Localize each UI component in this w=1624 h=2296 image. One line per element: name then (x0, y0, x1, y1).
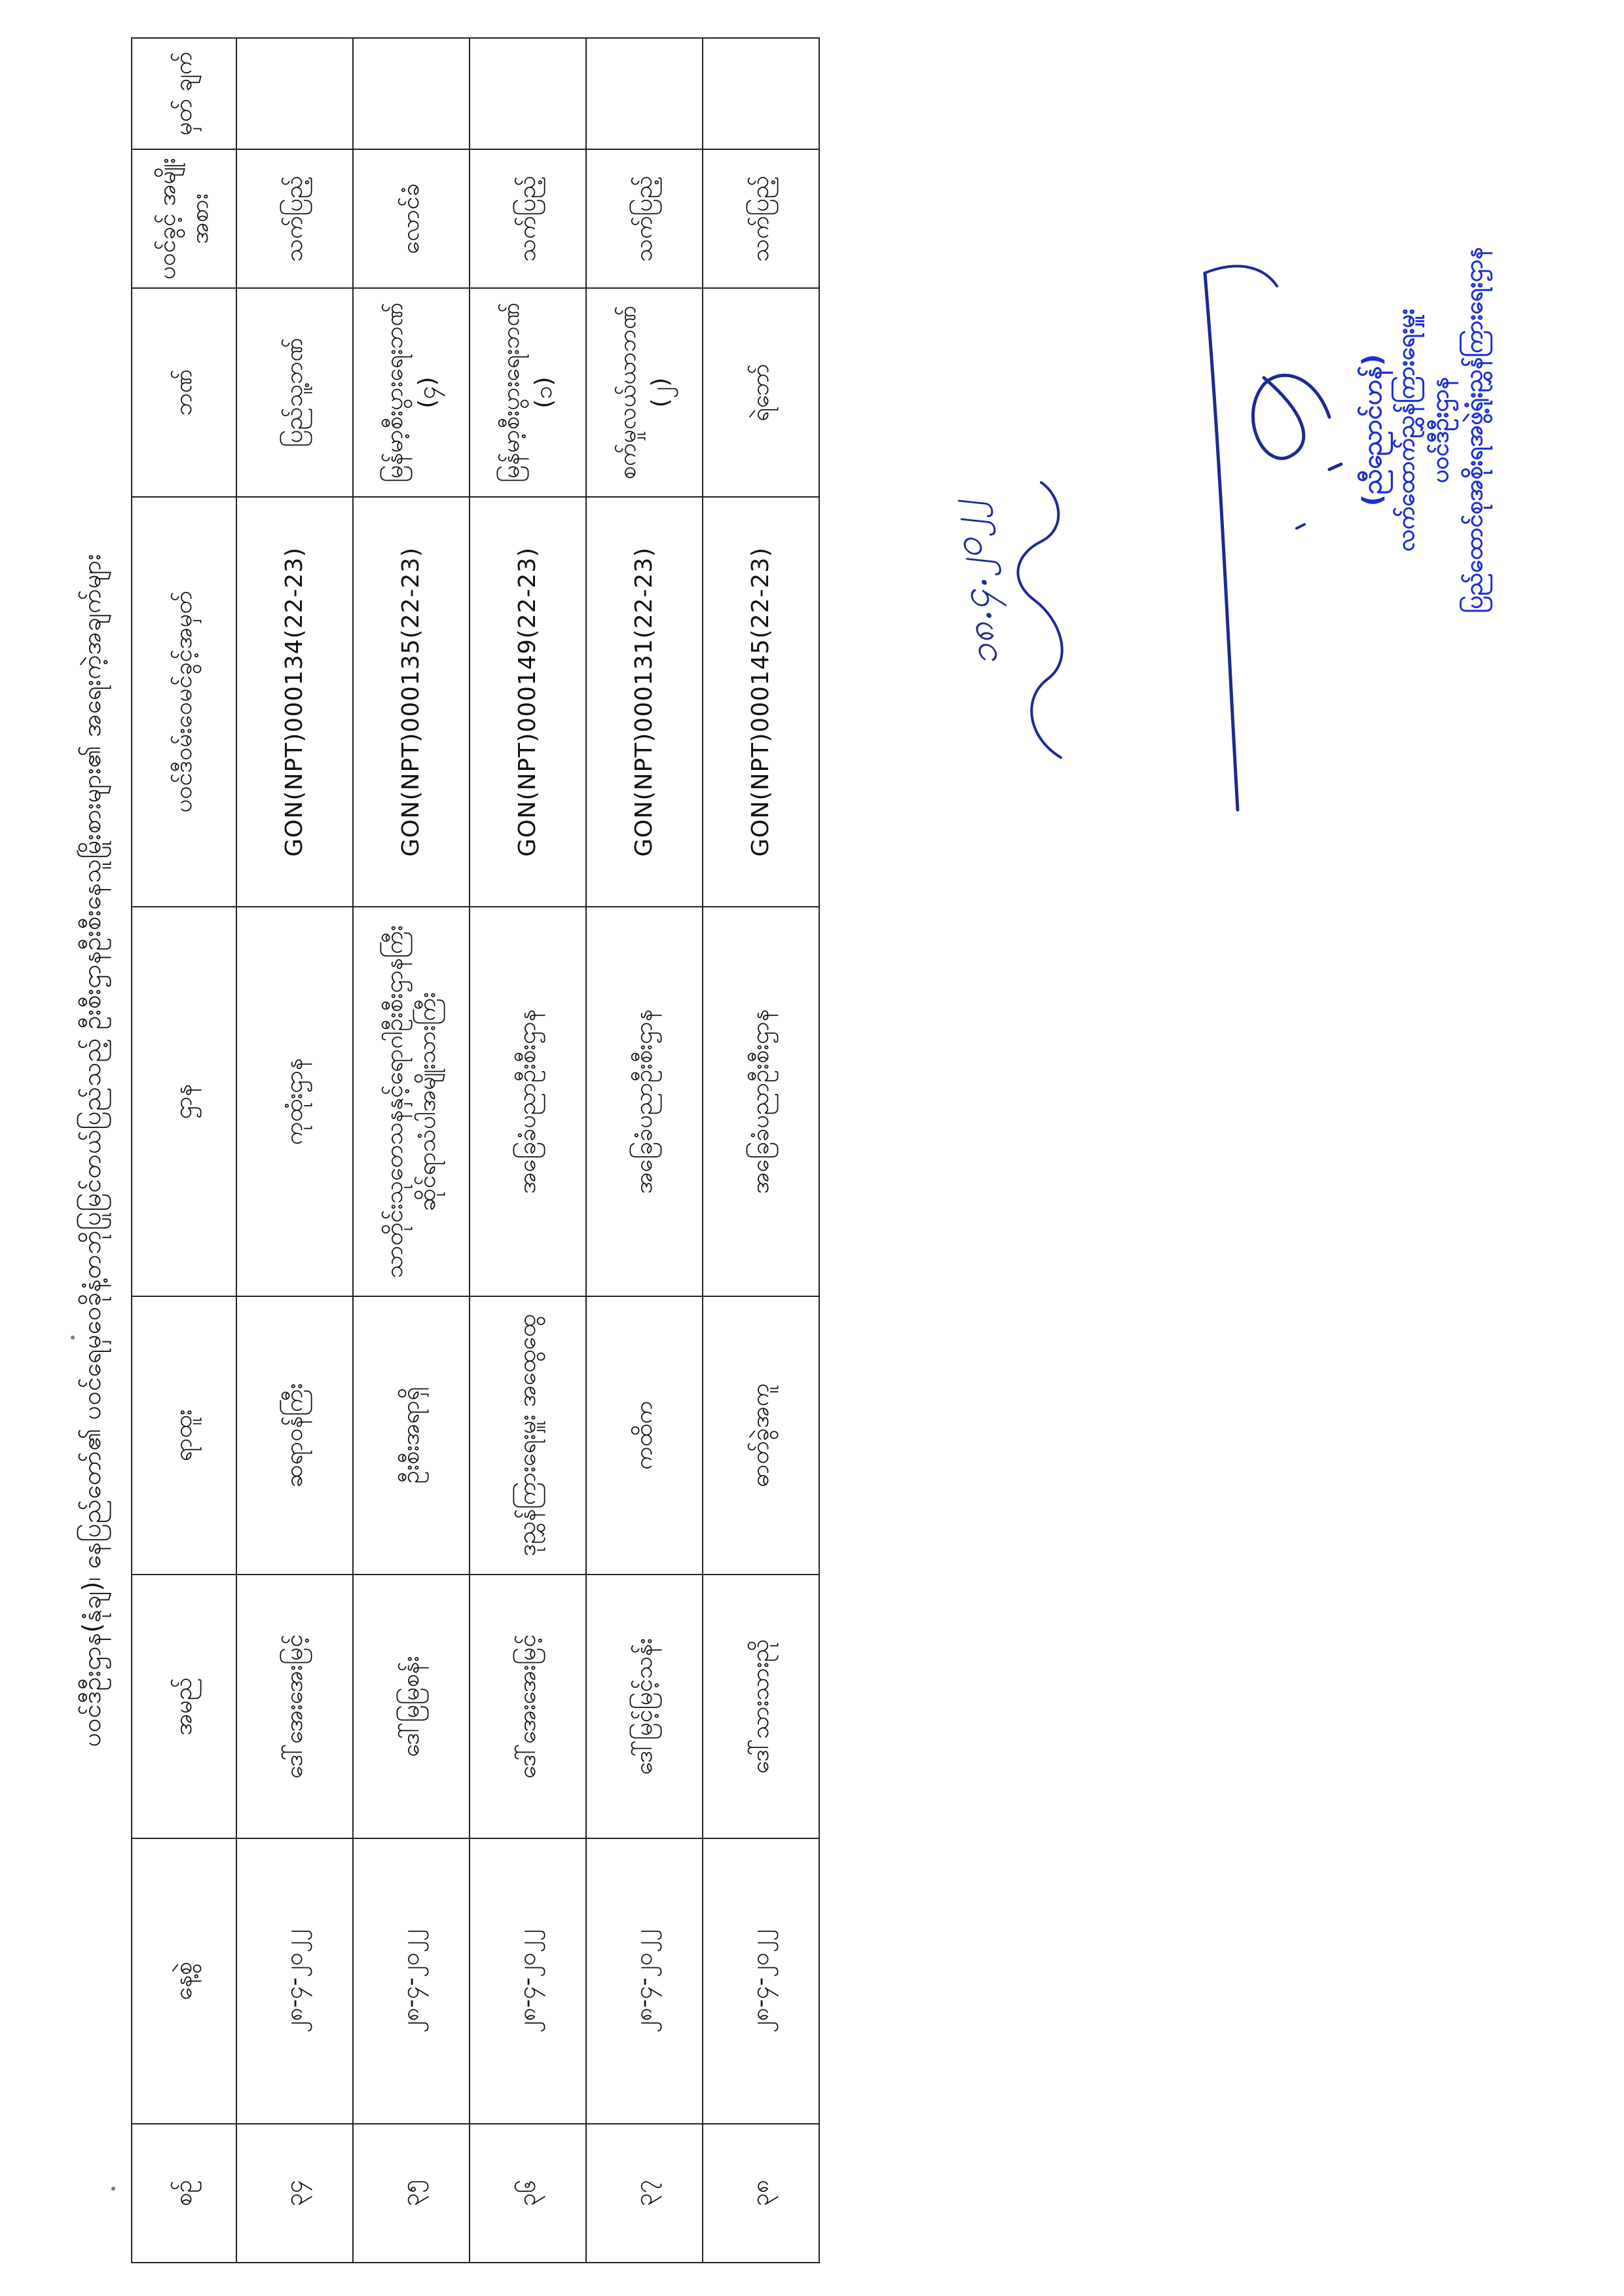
stamp-department: ပဝင်ဒီဦးဌာန (1427, 377, 1454, 483)
cell-position: ဓာတ်ခွဲအကူ (703, 1296, 819, 1575)
cell-pension-type: သက်ပြည့် (236, 149, 353, 288)
header-date: နေ့စွဲ (132, 1838, 236, 2123)
official-stamp (1356, 168, 1492, 692)
cell-bank: စက်မှုလယ်ယာဘဏ် (၂) (586, 288, 703, 497)
table-row (586, 38, 703, 2263)
cell-pension-number: GON(NPT)000145(22-23) (703, 497, 819, 907)
header-position: ရာထူး (132, 1296, 236, 1575)
cell-date: ၂၈-၄-၂၀၂၂ (353, 1838, 470, 2123)
cell-name: ဒေါ်သားသားညို (703, 1575, 819, 1839)
scan-speck (71, 1336, 75, 1339)
cell-bank: မြန်မာ့စီးပွားရေးဘဏ် (၄) (353, 288, 470, 497)
cell-remarks (703, 38, 819, 149)
table-row (470, 38, 586, 2263)
stamp-name: (ညီညောင်ဟန်) (1357, 354, 1388, 507)
header-name: အမည် (132, 1575, 236, 1839)
header-department: ဌာန (132, 907, 236, 1296)
signature-block (897, 149, 1578, 836)
cell-date: ၂၈-၄-၂၀၂၂ (703, 1838, 819, 2123)
cell-pension-type: သက်ပြည့် (586, 149, 703, 288)
cell-department: အခြေခံပညာဦးစီးဌာန (703, 907, 819, 1296)
data-table (131, 37, 820, 2263)
header-pension-type: ပဝင်ခွင့် အမျိုးအစား (132, 149, 236, 288)
cell-remarks (236, 38, 353, 149)
cell-bank: ပြည်သူ့ဘဏ် (236, 288, 353, 497)
table-row (703, 38, 819, 2263)
page-title: ပဝင်ဒီဦးဌာန(နုံချ)၊ နေပြည်တော်၏ ပဝင်ရေမှဝေခိုနံ့တဘိုပြုမြင်တယ်ပြည်သည့် ဦးစီးဌာနဦးစီးနေသူမြိုးစားများ၏ အရေးကဲ့အချက်များ (77, 553, 106, 1747)
stamp-title: လက်ထောက်ညွှန်ကြားရေးမှူး (1393, 308, 1420, 552)
cell-pension-number: GON(NPT)000135(22-23) (353, 497, 470, 907)
table-row (236, 38, 353, 2263)
cell-date: ၂၈-၄-၂၀၂၂ (236, 1838, 353, 2123)
cell-bank: မြန်မာ့စီးပွားရေးဘဏ် (၁) (470, 288, 586, 497)
cell-pension-number: GON(NPT)000134(22-23) (236, 497, 353, 907)
cell-position: ဒုညွှန်ကြားရေးမှူး အထွေထွေ (470, 1296, 586, 1575)
header-bank: ဘဏ် (132, 288, 236, 497)
cell-department: အခြေခံပညာဦးစီးဌာန (470, 907, 586, 1296)
cell-name: ဒေါ်အေးအေးမြင့် (470, 1575, 586, 1839)
cell-position: ဦးစီးအရာရှိ (353, 1296, 470, 1575)
cell-name: ဒေါ်အေးအေးမြင့် (236, 1575, 353, 1839)
cell-serial: ၃၇ (586, 2124, 703, 2263)
cell-remarks (353, 38, 470, 149)
cell-name: ဒေါ်မြမြစန်း (353, 1575, 470, 1839)
cell-department: သာတိုင်းသုတေသနနှင့်ရောဂါဦးစီးဌာနကြီးဆိုင်ရာသံပါအမျိုးသားကြီး (353, 907, 470, 1296)
scan-speck (111, 2187, 115, 2191)
signature-date: ၁၈.၄.၂၀၂၂ (939, 498, 1007, 669)
table-row (353, 38, 470, 2263)
cell-date: ၂၈-၄-၂၀၂၂ (586, 1838, 703, 2123)
cell-bank: ရဲဘော် (703, 288, 819, 497)
cell-serial: ၃၄ (236, 2124, 353, 2263)
cell-pension-type: သက်ပြည့် (703, 149, 819, 288)
table-header-row (132, 38, 236, 2263)
cell-remarks (470, 38, 586, 149)
cell-pension-number: GON(NPT)000131(22-23) (586, 497, 703, 907)
cell-pension-number: GON(NPT)000149(22-23) (470, 497, 586, 907)
cell-position: ကထိက (586, 1296, 703, 1575)
cell-serial: ၃၆ (470, 2124, 586, 2263)
cell-serial: ၃၈ (703, 2124, 819, 2263)
cell-pension-type: လောင်ခံ (353, 149, 470, 288)
handwritten-signature (897, 149, 1356, 836)
cell-department: ကုထုံးဌာန (236, 907, 353, 1296)
header-remarks: မှတ် ချက် (132, 38, 236, 149)
cell-remarks (586, 38, 703, 149)
cell-name: ဒေါ်မြင့်မြင့်သန်း (586, 1575, 703, 1839)
header-serial: စဉ် (132, 2124, 236, 2263)
cell-serial: ၃၅ (353, 2124, 470, 2263)
header-pension-number: ပဝင်ဒီဝမ်းဝေမင်ခွင့်အမှတ် (132, 497, 236, 907)
cell-position: ဆရာဝန်ကြီး (236, 1296, 353, 1575)
cell-pension-type: သက်ပြည့် (470, 149, 586, 288)
cell-date: ၂၈-၄-၂၀၂၂ (470, 1838, 586, 2123)
cell-department: အခြေခံပညာဦးစီးဌာန (586, 907, 703, 1296)
stamp-office: ပြည်ထောင်စုအစိုးရအဖွဲ့ရုံးညွှန်ကြားရေးဌာန (1461, 247, 1488, 613)
